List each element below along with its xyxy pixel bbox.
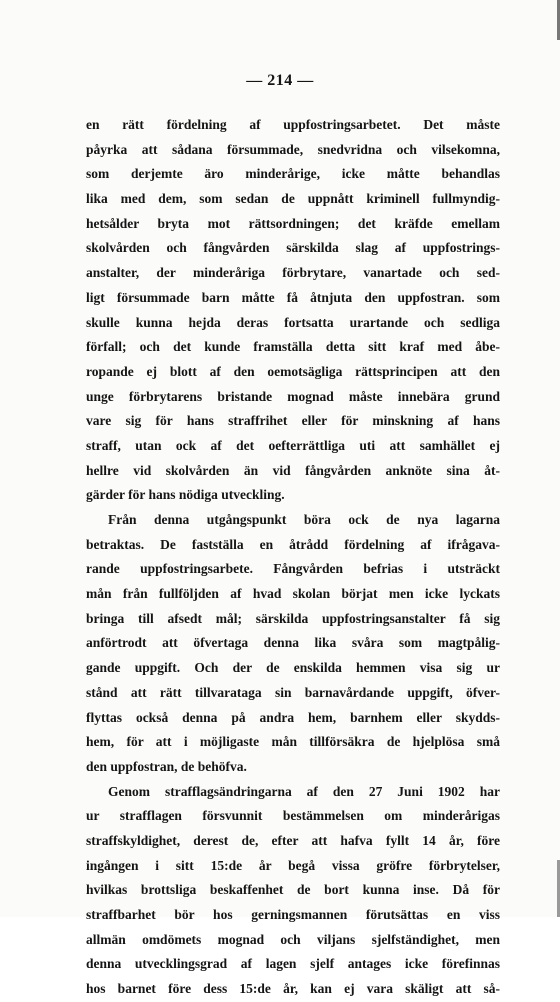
text-line: förfall; och det kunde framställa detta sitt kraf med åbe- <box>86 339 500 355</box>
text-line: ur strafflagen försvunnit bestämmelsen om minderårigas <box>86 808 500 824</box>
text-line: ropande ej blott af den oemotsägliga rättsprincipen att den <box>86 363 500 379</box>
text-line: allmän omdömets mognad och viljans sjelfständighet, men <box>86 931 500 947</box>
text-line: mån från fullföljden af hvad skolan börjat men icke lyckats <box>86 586 500 602</box>
text-line: anstalter, der minderåriga förbrytare, vanartade och sed- <box>86 265 500 281</box>
text-line: som derjemte äro minderårige, icke måtte behandlas <box>86 166 500 182</box>
text-line: påyrka att sådana försummade, snedvridna och vilsekomna, <box>86 141 500 157</box>
text-line: hetsålder bryta mot rättsordningen; det kräfde emellam <box>86 215 500 231</box>
text-line: anförtrodt att öfvertaga denna lika svåra som magtpålig- <box>86 635 500 651</box>
text-line: ingången i sitt 15:de år begå vissa gröfre förbrytelser, <box>86 857 500 873</box>
text-line: denna utvecklingsgrad af lagen sjelf antages icke förefinnas <box>86 956 500 972</box>
text-line: straffskyldighet, derest de, efter att hafva fyllt 14 år, före <box>86 832 500 848</box>
text-line: bringa till afsedt mål; särskilda uppfostringsanstalter få sig <box>86 610 500 626</box>
text-line: en rätt fördelning af uppfostringsarbetet. Det måste <box>86 117 500 132</box>
text-line: rande uppfostringsarbete. Fångvården befrias i utsträckt <box>86 561 500 577</box>
text-line: ligt försummade barn måtte få åtnjuta den uppfostran. som <box>86 289 500 305</box>
page-number: — 214 — <box>246 72 314 89</box>
text-line: stånd att rätt tillvarataga sin barnavårdande uppgift, öfver- <box>86 684 500 700</box>
text-line: straff, utan ock af det oefterrättliga uti att samhället ej <box>86 437 500 453</box>
text-line: skulle kunna hejda deras fortsatta urartande och sedliga <box>86 314 500 330</box>
text-line: straffbarhet bör hos gerningsmannen förutsättas en viss <box>86 907 500 922</box>
text-line: hos barnet före dess 15:de år, kan ej vara skäligt att så- <box>86 981 500 997</box>
text-line: lika med dem, som sedan de uppnått kriminell fullmyndig- <box>86 191 500 207</box>
text-line: betraktas. De fastställa en åtrådd fördelning af ifrågava- <box>86 536 500 552</box>
text-line: Genom strafflagsändringarna af den 27 Juni 1902 har <box>108 783 500 799</box>
text-line: unge förbrytarens bristande mognad måste innebära grund <box>86 388 500 404</box>
text-line: gärder för hans nödiga utveckling. <box>86 487 285 503</box>
text-line: hem, för att i möjligaste mån tillförsäkra de hjelplösa små <box>86 734 500 750</box>
text-line: Från denna utgångspunkt böra ock de nya lagarna <box>108 512 500 527</box>
text-line: skolvården och fångvården särskilda slag af uppfostrings- <box>86 240 500 256</box>
text-line: vare sig för hans straffrihet eller för minskning af hans <box>86 413 500 429</box>
text-line: hvilkas brottsliga beskaffenhet de bort kunna inse. Då för <box>86 882 500 898</box>
text-line: den uppfostran, de behöfva. <box>86 758 247 774</box>
text-line: flyttas också denna på andra hem, barnhem eller skydds- <box>86 709 500 725</box>
body-text <box>86 113 500 1002</box>
text-line: gande uppgift. Och der de enskilda hemmen visa sig ur <box>86 660 500 676</box>
text-line: hellre vid skolvården än vid fångvården anknöte sina åt- <box>86 462 500 478</box>
